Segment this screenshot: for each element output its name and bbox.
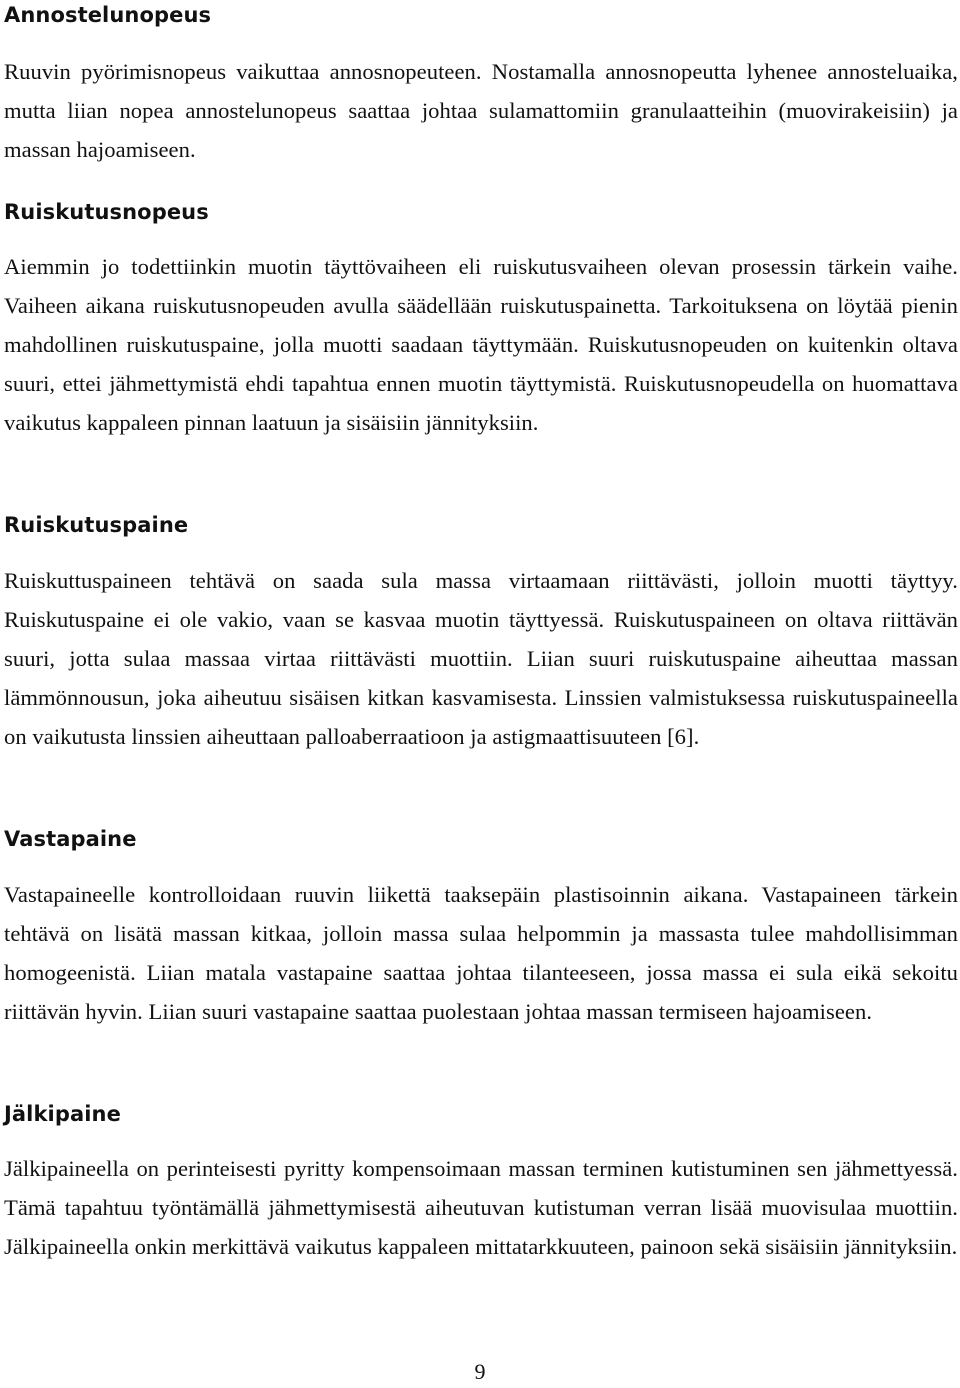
section-heading: Jälkipaine — [4, 1102, 121, 1126]
section-body: Ruiskuttuspaineen tehtävä on saada sula massa virtaamaan riittävästi, jolloin muotti täyttyy. Ruiskutuspaine ei ole vakio, vaan se kasvaa muotin täyttyessä. Ruiskutuspaineen on oltava riittävän suuri, jotta sulaa massaa virtaa riittävästi muottiin. Liian suuri ruiskutuspaine aiheuttaa massan lämmönnousun, joka aiheutuu sisäisen kitkan kasvamisesta. Linssien valmistuksessa ruiskutuspaineella on vaikutusta linssien aiheuttaan palloaberraatioon ja astigmaattisuuteen [6]. — [4, 568, 958, 749]
section-body: Ruuvin pyörimisnopeus vaikuttaa annosnopeuteen. Nostamalla annosnopeutta lyhenee annosteluaika, mutta liian nopea annostelunopeus saattaa johtaa sulamattomiin granulaatteihin (muovirakeisiin) ja massan hajoamiseen. — [4, 59, 958, 162]
page-number: 9 — [474, 1359, 486, 1384]
section-body: Jälkipaineella on perinteisesti pyritty kompensoimaan massan terminen kutistuminen sen jähmettyessä. Tämä tapahtuu työntämällä jähmettymisestä aiheutuvan kutistuman verran lisää muovisulaa muottiin. Jälkipaineella onkin merkittävä vaikutus kappaleen mittatarkkuuteen, painoon sekä sisäisiin jännityksiin. — [4, 1156, 958, 1259]
section-body: Aiemmin jo todettiinkin muotin täyttövaiheen eli ruiskutusvaiheen olevan prosessin tärkein vaihe. Vaiheen aikana ruiskutusnopeuden avulla säädellään ruiskutuspainetta. Tarkoituksena on löytää pienin mahdollinen ruiskutuspaine, jolla muotti saadaan täyttymään. Ruiskutusnopeuden on kuitenkin oltava suuri, ettei jähmettymistä ehdi tapahtua ennen muotin täyttymistä. Ruiskutusnopeudella on huomattava vaikutus kappaleen pinnan laatuun ja sisäisiin jännityksiin. — [4, 254, 958, 435]
section-heading: Annostelunopeus — [4, 3, 212, 27]
section-heading: Ruiskutuspaine — [4, 513, 189, 537]
section-body: Vastapaineelle kontrolloidaan ruuvin liikettä taaksepäin plastisoinnin aikana. Vastapaineen tärkein tehtävä on lisätä massan kitkaa, jolloin massa sulaa helpommin ja massasta tulee mahdollisimman homogeenistä. Liian matala vastapaine saattaa johtaa tilanteeseen, jossa massa ei sula eikä sekoitu riittävän hyvin. Liian suuri vastapaine saattaa puolestaan johtaa massan termiseen hajoamiseen. — [4, 882, 958, 1024]
section-heading: Ruiskutusnopeus — [4, 200, 209, 224]
section-heading: Vastapaine — [4, 827, 137, 851]
